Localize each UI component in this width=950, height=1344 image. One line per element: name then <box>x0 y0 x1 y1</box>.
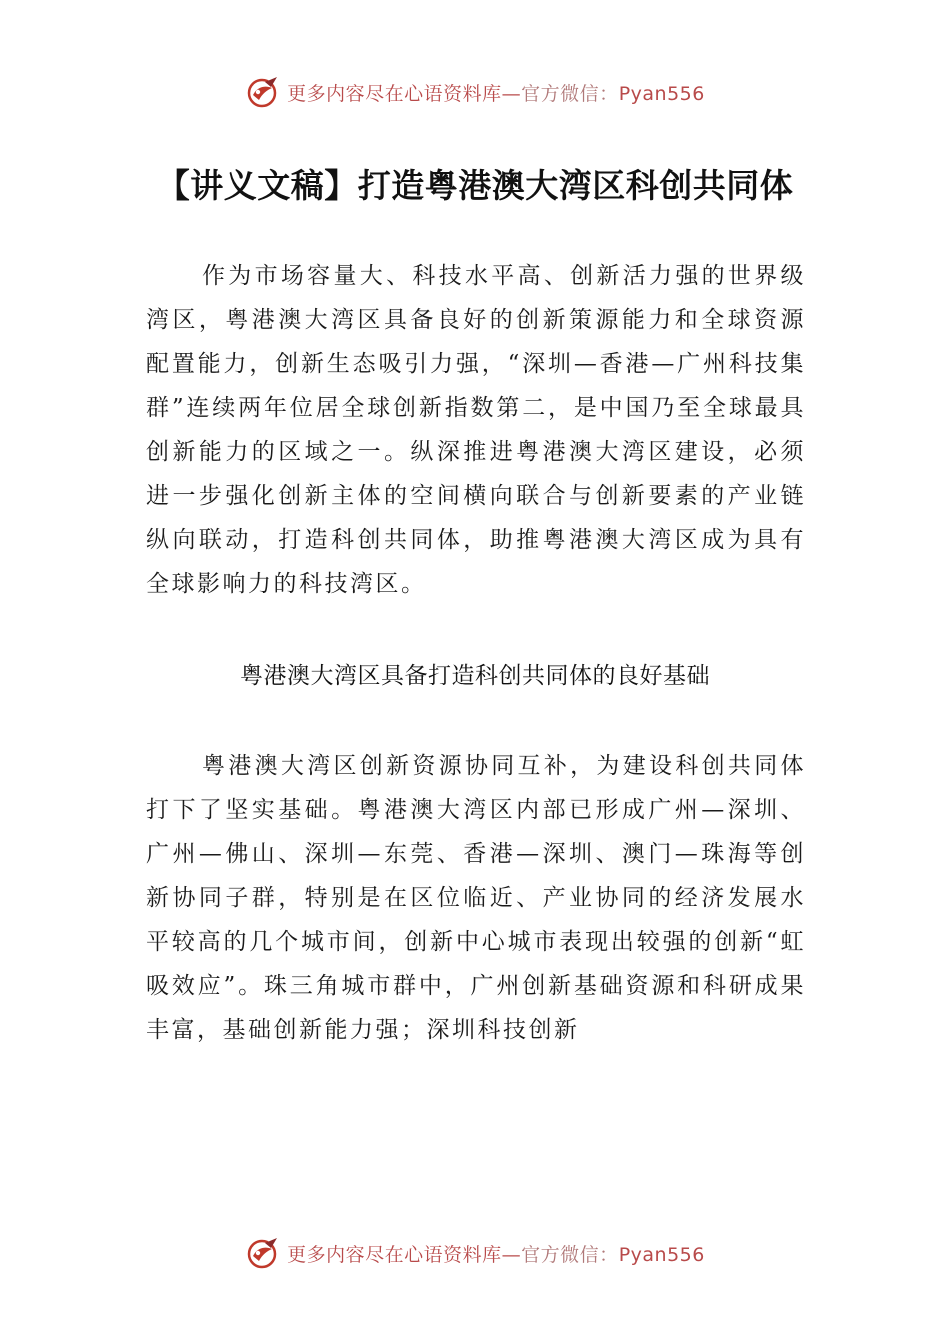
library-logo-icon <box>245 73 283 111</box>
paragraph-body: 粤港澳大湾区创新资源协同互补，为建设科创共同体打下了坚实基础。粤港澳大湾区内部已形成广州—深圳、广州—佛山、深圳—东莞、香港—深圳、澳门—珠海等创新协同子群，特别是在区位临近、产业协同的经济发展水平较高的几个城市间，创新中心城市表现出较强的创新“虹吸效应”。珠三角城市群中，广州创新基础资源和科研成果丰富，基础创新能力强；深圳科技创新 <box>146 753 806 1043</box>
document-title: 【讲义文稿】打造粤港澳大湾区科创共同体 <box>156 166 794 205</box>
library-logo-icon <box>245 1234 283 1272</box>
section-heading: 粤港澳大湾区具备打造科创共同体的良好基础 <box>240 663 710 689</box>
banner-text: 更多内容尽在心语资料库—官方微信：Pyan556 <box>287 1243 705 1266</box>
footer-banner <box>0 1231 950 1275</box>
banner-text: 更多内容尽在心语资料库—官方微信：Pyan556 <box>287 82 705 105</box>
header-banner <box>0 70 950 114</box>
paragraph-intro: 作为市场容量大、科技水平高、创新活力强的世界级湾区，粤港澳大湾区具备良好的创新策源能力和全球资源配置能力，创新生态吸引力强，“深圳—香港—广州科技集群”连续两年位居全球创新指数第二，是中国乃至全球最具创新能力的区域之一。纵深推进粤港澳大湾区建设，必须进一步强化创新主体的空间横向联合与创新要素的产业链纵向联动，打造科创共同体，助推粤港澳大湾区成为具有全球影响力的科技湾区。 <box>146 263 806 597</box>
